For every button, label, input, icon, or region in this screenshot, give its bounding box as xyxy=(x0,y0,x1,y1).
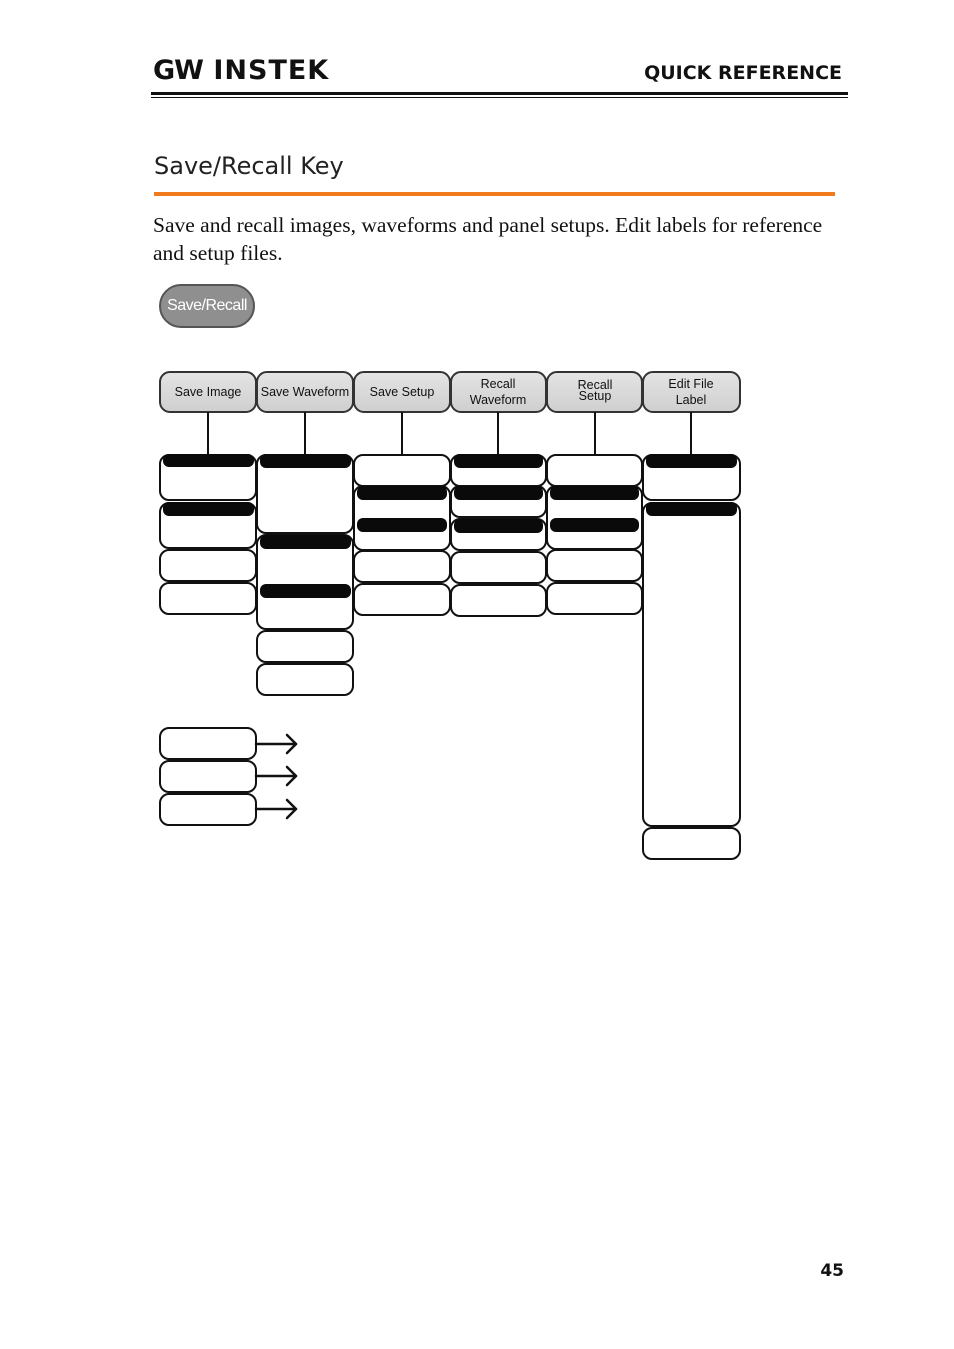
submenu-box[interactable] xyxy=(160,583,256,614)
label-save-image: Save Image xyxy=(174,385,242,399)
submenu-box[interactable] xyxy=(257,664,353,695)
submenu-box[interactable] xyxy=(354,551,450,582)
logo-instek: INSTEK xyxy=(213,55,330,86)
submenu-title-bar xyxy=(550,486,639,500)
label-edit-file-2: Label xyxy=(675,393,707,407)
intro-paragraph: Save and recall images, waveforms and panel setups. Edit labels for reference and setup files. xyxy=(153,213,823,265)
logo-gw: GW xyxy=(153,55,203,86)
label-save-waveform: Save Waveform xyxy=(260,385,350,399)
submenu-box[interactable] xyxy=(354,584,450,615)
submenu-title-bar xyxy=(454,486,543,500)
submenu-title-bar xyxy=(357,518,447,532)
label-recall-waveform-1: Recall xyxy=(480,377,516,391)
page-title: Save/Recall Key xyxy=(154,152,344,180)
section-heading: QUICK REFERENCE xyxy=(644,62,842,84)
submenu-box[interactable] xyxy=(451,552,546,583)
arrow-box[interactable] xyxy=(160,794,256,825)
submenu-title-bar xyxy=(550,518,639,532)
submenu-title-bar xyxy=(454,519,543,533)
submenu-title-bar xyxy=(454,454,543,468)
submenu-box[interactable] xyxy=(547,583,642,614)
submenu-title-bar xyxy=(163,454,254,467)
save-recall-key[interactable]: Save/Recall xyxy=(159,284,255,328)
arrow-right-icon xyxy=(256,767,296,785)
arrow-box[interactable] xyxy=(160,728,256,759)
submenu-title-bar xyxy=(357,486,447,500)
submenu-title-bar xyxy=(260,454,351,468)
label-edit-file-1: Edit File xyxy=(668,377,714,391)
submenu-title-bar xyxy=(163,502,254,516)
label-recall-waveform-2: Waveform xyxy=(469,393,527,407)
submenu-box[interactable] xyxy=(257,535,353,629)
submenu-title-bar xyxy=(260,535,351,549)
arrow-box[interactable] xyxy=(160,761,256,792)
submenu-title-bar xyxy=(646,502,737,516)
page-number: 45 xyxy=(820,1261,844,1281)
submenu-box[interactable] xyxy=(354,455,450,486)
submenu-title-bar xyxy=(260,584,351,598)
label-recall-setup-2: Setup xyxy=(578,389,612,403)
submenu-box[interactable] xyxy=(257,631,353,662)
submenu-box[interactable] xyxy=(547,550,642,581)
submenu-box[interactable] xyxy=(451,585,546,616)
submenu-box[interactable] xyxy=(643,503,740,826)
label-recall-setup-1: Recall xyxy=(577,378,613,392)
submenu-box[interactable] xyxy=(160,550,256,581)
submenu-box[interactable] xyxy=(643,828,740,859)
submenu-title-bar xyxy=(646,454,737,468)
submenu-box[interactable] xyxy=(547,455,642,486)
label-save-setup: Save Setup xyxy=(369,385,435,399)
arrow-right-icon xyxy=(256,800,296,818)
arrow-right-icon xyxy=(256,735,296,753)
